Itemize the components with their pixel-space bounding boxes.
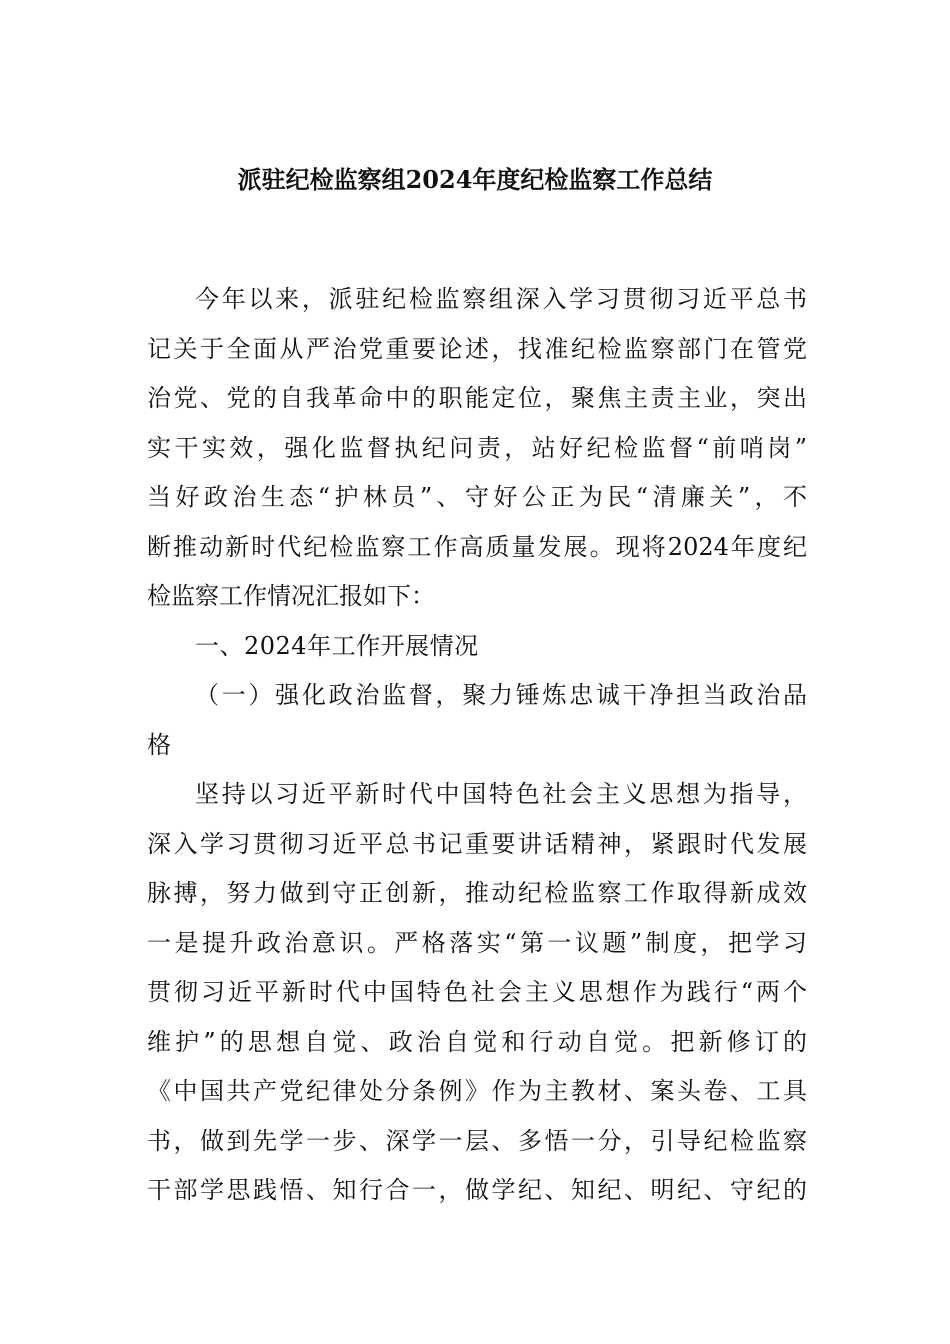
body-line: 干部学思践悟、知行合一，做学纪、知纪、明纪、守纪的 (147, 1176, 807, 1204)
body-line: 记关于全面从严治党重要论述，找准纪检监察部门在管党 (147, 334, 807, 363)
body-line: 实干实效，强化监督执纪问责，站好纪检监督“前哨岗” (147, 433, 807, 462)
body-line: 《中国共产党纪律处分条例》作为主教材、案头卷、工具 (147, 1077, 807, 1105)
section-heading: 一、2024年工作开展情况 (195, 631, 479, 660)
body-line: 贯彻习近平新时代中国特色社会主义思想作为践行“两个 (147, 978, 807, 1006)
body-line: 断推动新时代纪检监察工作高质量发展。现将2024年度纪 (147, 532, 807, 561)
body-line: 一是提升政治意识。严格落实“第一议题”制度，把学习 (147, 928, 807, 957)
body-line: 书，做到先学一步、深学一层、多悟一分，引导纪检监察 (147, 1126, 807, 1155)
body-line: 今年以来，派驻纪检监察组深入学习贯彻习近平总书 (195, 285, 807, 313)
subsection-heading: （一）强化政治监督，聚力锤炼忠诚干净担当政治品 (195, 681, 807, 709)
document-body (147, 275, 807, 1216)
document-title: 派驻纪检监察组2024年度纪检监察工作总结 (237, 165, 713, 194)
body-line: 治党、党的自我革命中的职能定位，聚焦主责主业，突出 (147, 384, 807, 412)
body-line: 脉搏，努力做到守正创新，推动纪检监察工作取得新成效 (147, 879, 807, 907)
body-line: 检监察工作情况汇报如下： (147, 582, 435, 610)
body-line: 坚持以习近平新时代中国特色社会主义思想为指导， (195, 780, 807, 808)
body-line: 当好政治生态“护林员”、守好公正为民“清廉关”，不 (147, 483, 807, 511)
body-line: 维护”的思想自觉、政治自觉和行动自觉。把新修订的 (147, 1027, 807, 1056)
body-line: 深入学习贯彻习近平总书记重要讲话精神，紧跟时代发展 (147, 829, 807, 858)
subsection-heading-continued: 格 (147, 730, 171, 759)
